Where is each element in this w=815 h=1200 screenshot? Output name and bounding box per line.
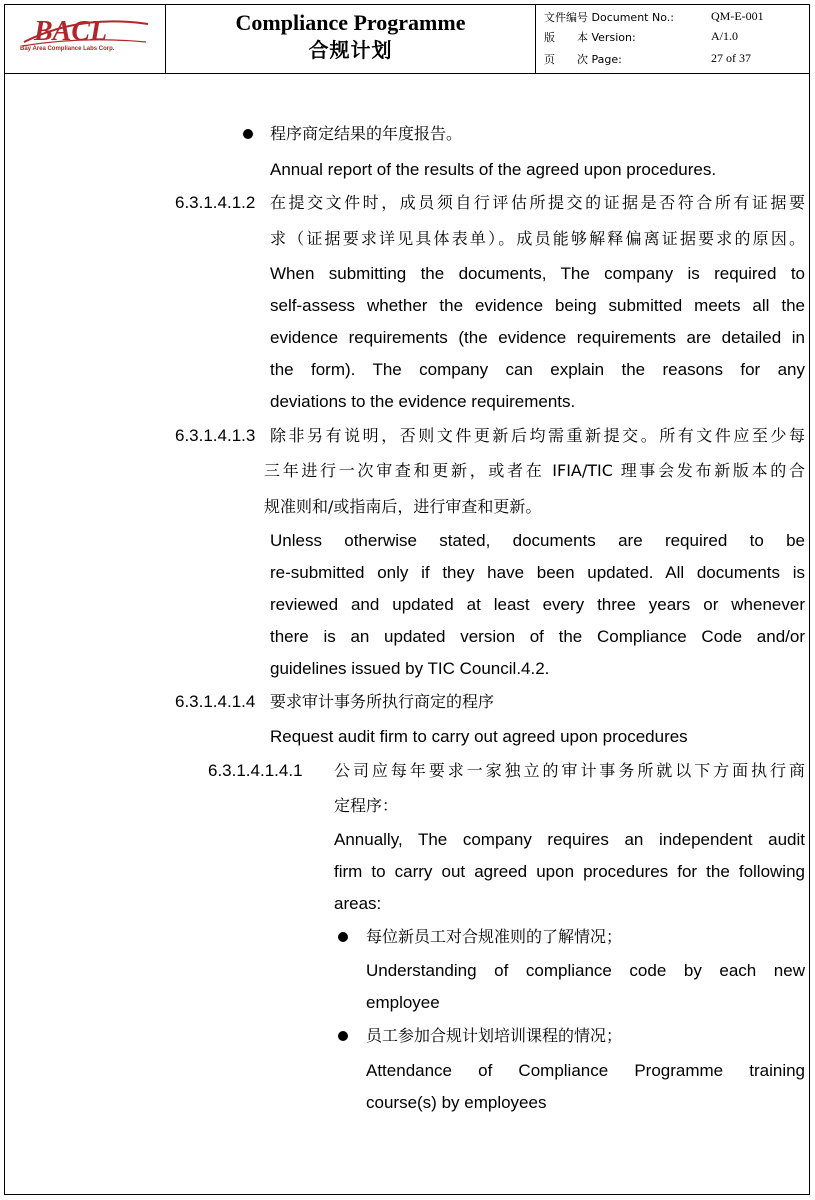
page-value: 27 of 37 — [711, 51, 751, 65]
bullet-icon — [243, 129, 253, 139]
doc-no-value: QM-E-001 — [711, 9, 764, 23]
clause-text-en: Request audit firm to carry out agreed upon procedures — [270, 727, 688, 746]
version-value: A/1.0 — [711, 29, 738, 43]
clause-text-en: areas: — [334, 894, 382, 913]
clause-text-zh: 规准则和/或指南后，进行审查和更新。 — [264, 497, 542, 516]
logo-text: BACL — [34, 16, 108, 47]
doc-no-label: 文件编号 Document No.: — [544, 11, 674, 24]
clause-text-en: evidence requirements (the evidence requirements are detailed in — [270, 328, 805, 347]
bullet-text-en: Annual report of the results of the agreed upon procedures. — [270, 160, 717, 179]
document-title-en: Compliance Programme — [235, 10, 466, 35]
bullet-text-zh: 程序商定结果的年度报告。 — [270, 124, 463, 143]
clause-text-zh: 公司应每年要求一家独立的审计事务所就以下方面执行商 — [334, 761, 805, 780]
clause-text-zh: 在提交文件时，成员须自行评估所提交的证据是否符合所有证据要 — [270, 193, 805, 212]
clause-text-zh: 求（证据要求详见具体表单）。成员能够解释偏离证据要求的原因。 — [270, 229, 805, 248]
logo-subtitle: Bay Area Compliance Labs Corp. — [20, 46, 115, 52]
clause-text-en: the form). The company can explain the reasons for any — [270, 360, 805, 379]
clause-text-zh: 要求审计事务所执行商定的程序 — [270, 692, 495, 711]
bullet-text-en: Attendance of Compliance Programme training — [366, 1061, 805, 1080]
clause-text-en: firm to carry out agreed upon procedures for the following — [334, 862, 805, 881]
version-label: 版 本 Version: — [544, 31, 636, 44]
clause-number: 6.3.1.4.1.4.1 — [208, 761, 303, 780]
bullet-icon — [338, 932, 348, 942]
bullet-text-zh: 员工参加合规计划培训课程的情况； — [366, 1026, 623, 1045]
clause-number: 6.3.1.4.1.4 — [175, 692, 256, 711]
clause-text-en: deviations to the evidence requirements. — [270, 392, 576, 411]
clause-number: 6.3.1.4.1.3 — [175, 426, 256, 445]
bullet-text-en: course(s) by employees — [366, 1093, 547, 1112]
clause-text-zh: 三年进行一次审查和更新，或者在 IFIA/TIC 理事会发布新版本的合 — [264, 461, 805, 480]
bullet-text-zh: 每位新员工对合规准则的了解情况； — [366, 927, 623, 946]
clause-text-en: guidelines issued by TIC Council.4.2. — [270, 659, 550, 678]
clause-text-zh: 除非另有说明，否则文件更新后均需重新提交。所有文件应至少每 — [270, 426, 805, 445]
bullet-icon — [338, 1031, 348, 1041]
bullet-text-en: Understanding of compliance code by each new — [366, 961, 805, 980]
clause-text-en: When submitting the documents, The company is required to — [270, 264, 805, 283]
clause-text-en: Unless otherwise stated, documents are required to be — [270, 531, 805, 550]
clause-text-en: self-assess whether the evidence being submitted meets all the — [270, 296, 805, 315]
clause-text-en: Annually, The company requires an independent audit — [334, 830, 805, 849]
clause-number: 6.3.1.4.1.2 — [175, 193, 256, 212]
document-title-zh: 合规计划 — [308, 38, 393, 62]
clause-text-zh: 定程序： — [334, 796, 399, 815]
clause-text-en: re-submitted only if they have been updated. All documents is — [270, 563, 805, 582]
clause-text-en: reviewed and updated at least every three years or whenever — [270, 595, 805, 614]
bullet-text-en: employee — [366, 993, 440, 1012]
page-label: 页 次 Page: — [544, 53, 622, 66]
clause-text-en: there is an updated version of the Compliance Code and/or — [270, 627, 805, 646]
